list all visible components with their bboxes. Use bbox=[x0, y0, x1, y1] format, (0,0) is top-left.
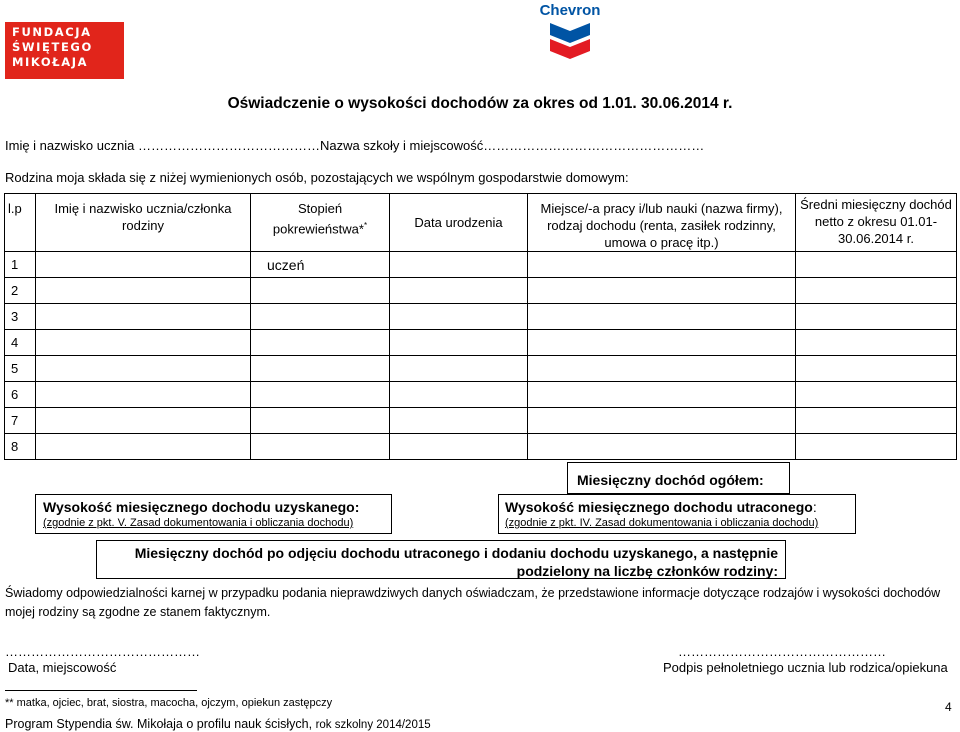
relation-cell[interactable] bbox=[251, 408, 390, 434]
row-number: 7 bbox=[5, 408, 36, 434]
table-row bbox=[5, 408, 957, 434]
income-lost-title-line bbox=[505, 499, 855, 516]
row-number: 6 bbox=[5, 382, 36, 408]
row-number: 2 bbox=[5, 278, 36, 304]
school-label: Nazwa szkoły i miejscowość bbox=[319, 138, 484, 153]
member-name-cell[interactable] bbox=[36, 330, 251, 356]
work-cell[interactable] bbox=[528, 252, 796, 278]
income-gained-box[interactable] bbox=[35, 494, 392, 534]
declaration-text: Świadomy odpowiedzialności karnej w przypadku podania nieprawdziwych danych oświadczam, że przedstawione informacje dotyczące rodzajów i wysokości dochodów mojej rodziny są zgodne ze stanem faktycznym. bbox=[5, 586, 941, 619]
footnote-mark: ** bbox=[5, 697, 14, 709]
income-cell[interactable] bbox=[796, 382, 957, 408]
footnote-text: matka, ojciec, brat, siostra, macocha, ojczym, opiekun zastępczy bbox=[13, 697, 333, 709]
footer-small: rok szkolny 2014/2015 bbox=[315, 719, 431, 731]
footnote bbox=[5, 697, 332, 709]
work-cell[interactable] bbox=[528, 434, 796, 460]
logo-line-1: FUNDACJA bbox=[12, 25, 92, 39]
income-gained-note: (zgodnie z pkt. V. Zasad dokumentowania i obliczania dochodu) bbox=[43, 517, 354, 529]
row-number: 8 bbox=[5, 434, 36, 460]
monthly-total-box[interactable] bbox=[567, 462, 790, 494]
income-cell[interactable] bbox=[796, 330, 957, 356]
member-name-cell[interactable] bbox=[36, 408, 251, 434]
footnote-divider bbox=[5, 690, 197, 691]
birth-date-cell[interactable] bbox=[390, 278, 528, 304]
row-number: 5 bbox=[5, 356, 36, 382]
income-cell[interactable] bbox=[796, 252, 957, 278]
page-number: 4 bbox=[945, 700, 952, 714]
income-lost-note: (zgodnie z pkt. IV. Zasad dokumentowania i obliczania dochodu) bbox=[505, 517, 819, 529]
footer-main: Program Stypendia św. Mikołaja o profilu nauk ścisłych, bbox=[5, 717, 316, 731]
row-number: 3 bbox=[5, 304, 36, 330]
work-cell[interactable] bbox=[528, 304, 796, 330]
birth-date-cell[interactable] bbox=[390, 408, 528, 434]
income-cell[interactable] bbox=[796, 278, 957, 304]
document-title: Oświadczenie o wysokości dochodów za okres od 1.01. 30.06.2014 r. bbox=[227, 95, 733, 112]
birth-date-cell[interactable] bbox=[390, 356, 528, 382]
relation-cell[interactable] bbox=[251, 278, 390, 304]
header-name: Imię i nazwisko ucznia/członka rodziny bbox=[36, 194, 251, 252]
birth-date-cell[interactable] bbox=[390, 252, 528, 278]
income-gained-title: Wysokość miesięcznego dochodu uzyskanego: bbox=[43, 499, 360, 515]
net-income-per-person-box[interactable] bbox=[96, 540, 786, 579]
student-name-dots[interactable]: …………………………………… bbox=[137, 138, 320, 153]
member-name-cell[interactable] bbox=[36, 278, 251, 304]
income-lost-title: Wysokość miesięcznego dochodu utraconego bbox=[505, 499, 813, 515]
work-cell[interactable] bbox=[528, 408, 796, 434]
income-cell[interactable] bbox=[796, 408, 957, 434]
birth-date-cell[interactable] bbox=[390, 382, 528, 408]
header-relation bbox=[251, 194, 390, 252]
table-row bbox=[5, 252, 957, 278]
work-cell[interactable] bbox=[528, 382, 796, 408]
monthly-total-label: Miesięczny dochód ogółem: bbox=[577, 472, 764, 488]
header-birth: Data urodzenia bbox=[390, 194, 528, 252]
final-line-2: podzielony na liczbę członków rodziny: bbox=[516, 563, 778, 579]
income-cell[interactable] bbox=[796, 304, 957, 330]
table-row bbox=[5, 278, 957, 304]
relation-cell[interactable]: uczeń bbox=[251, 252, 390, 278]
row-number: 4 bbox=[5, 330, 36, 356]
family-members-table bbox=[4, 193, 957, 460]
header-work: Miejsce/-a pracy i/lub nauki (nazwa firmy), rodzaj dochodu (renta, zasiłek rodzinny, umowa o pracę itp.) bbox=[528, 194, 796, 252]
family-intro: Rodzina moja składa się z niżej wymienionych osób, pozostających we wspólnym gospodarstwie domowym: bbox=[5, 170, 629, 185]
income-cell[interactable] bbox=[796, 356, 957, 382]
member-name-cell[interactable] bbox=[36, 252, 251, 278]
student-line bbox=[5, 138, 704, 153]
table-row bbox=[5, 304, 957, 330]
member-name-cell[interactable] bbox=[36, 356, 251, 382]
birth-date-cell[interactable] bbox=[390, 304, 528, 330]
page-footer bbox=[5, 717, 431, 731]
income-cell[interactable] bbox=[796, 434, 957, 460]
member-name-cell[interactable] bbox=[36, 382, 251, 408]
relation-cell[interactable] bbox=[251, 304, 390, 330]
table-row bbox=[5, 382, 957, 408]
relation-cell[interactable] bbox=[251, 356, 390, 382]
table-row bbox=[5, 434, 957, 460]
table-header-row bbox=[5, 194, 957, 252]
table-row bbox=[5, 356, 957, 382]
relation-cell[interactable] bbox=[251, 382, 390, 408]
logo-line-3: MIKOŁAJA bbox=[12, 55, 89, 69]
relation-cell[interactable] bbox=[251, 330, 390, 356]
signature-dots[interactable]: ………………………………………… bbox=[678, 644, 886, 659]
work-cell[interactable] bbox=[528, 356, 796, 382]
birth-date-cell[interactable] bbox=[390, 330, 528, 356]
date-place-dots[interactable]: ……………………………………… bbox=[5, 644, 200, 659]
member-name-cell[interactable] bbox=[36, 304, 251, 330]
row-number: 1 bbox=[5, 252, 36, 278]
table-row bbox=[5, 330, 957, 356]
date-place-label: Data, miejscowość bbox=[8, 660, 117, 675]
header-relation-sup: * bbox=[363, 221, 368, 230]
work-cell[interactable] bbox=[528, 278, 796, 304]
relation-cell[interactable] bbox=[251, 434, 390, 460]
header-income: Średni miesięczny dochód netto z okresu 01.01-30.06.2014 r. bbox=[796, 194, 957, 252]
logo-line-2: ŚWIĘTEGO bbox=[12, 40, 93, 54]
header-lp: l.p bbox=[5, 194, 36, 252]
member-name-cell[interactable] bbox=[36, 434, 251, 460]
header-relation-text: Stopień pokrewieństwa* bbox=[272, 201, 364, 237]
signature-label: Podpis pełnoletniego ucznia lub rodzica/opiekuna bbox=[663, 660, 948, 675]
chevron-logo bbox=[536, 2, 604, 62]
work-cell[interactable] bbox=[528, 330, 796, 356]
birth-date-cell[interactable] bbox=[390, 434, 528, 460]
income-lost-colon: : bbox=[812, 499, 817, 515]
fundacja-swietego-mikolaja-logo bbox=[5, 22, 124, 79]
chevron-emblem-icon bbox=[548, 19, 592, 59]
chevron-wordmark: Chevron bbox=[539, 2, 601, 19]
final-line-1: Miesięczny dochód po odjęciu dochodu utraconego i dodaniu dochodu uzyskanego, a następnie bbox=[134, 545, 778, 561]
student-name-label: Imię i nazwisko ucznia bbox=[5, 138, 138, 153]
school-dots[interactable]: …………………………………………… bbox=[483, 138, 705, 153]
income-lost-box[interactable] bbox=[498, 494, 856, 534]
